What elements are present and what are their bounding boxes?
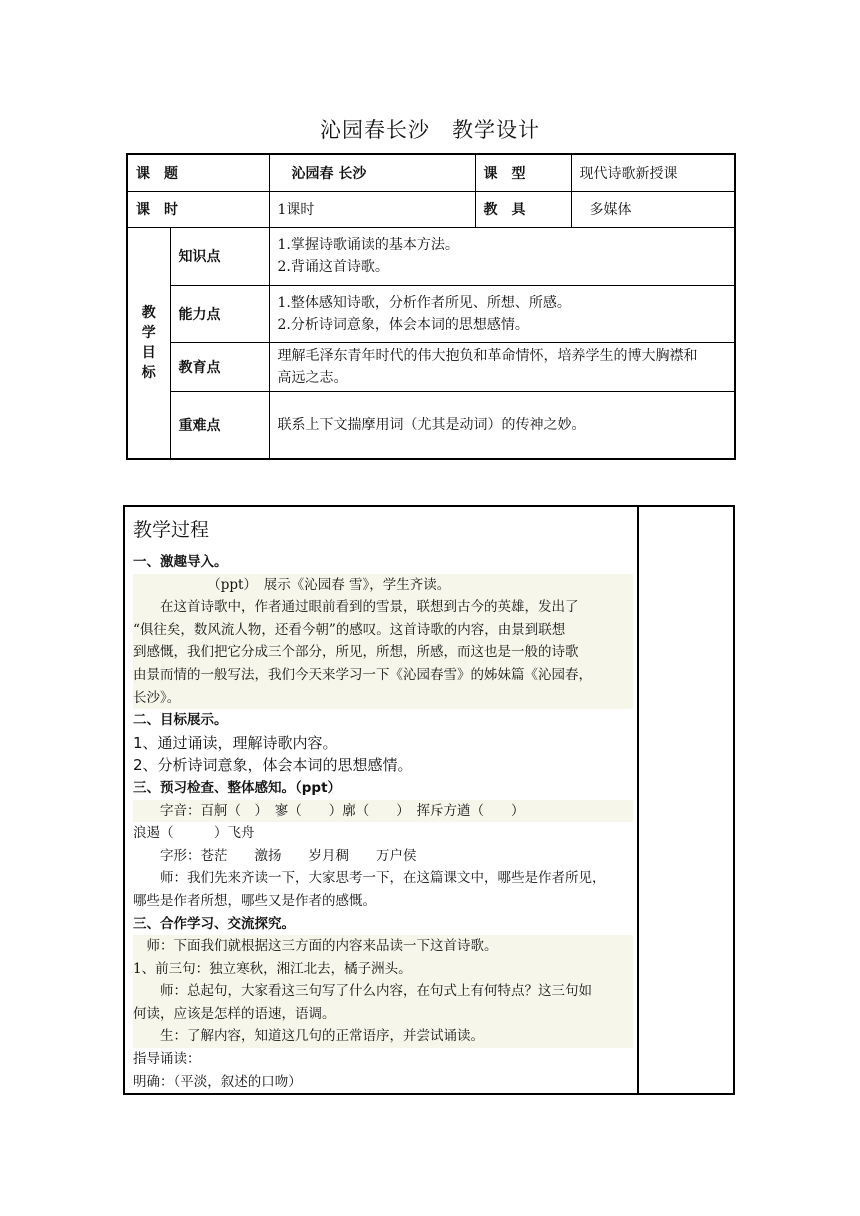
tools-value: 多媒体 [571, 191, 735, 227]
knowledge-label: 知识点 [170, 227, 269, 285]
process-line: 字音：百舸（ ） 寥（ ）廓（ ） 挥斥方遒（ ） [133, 800, 633, 823]
process-line: 三、预习检查、整体感知。（ppt） [133, 779, 342, 796]
process-line: 1、前三句：独立寒秋，湘江北去，橘子洲头。 [133, 958, 633, 981]
period-label: 课 时 [127, 191, 269, 227]
ability-label: 能力点 [170, 285, 269, 342]
process-box [123, 505, 735, 1095]
page-title: 沁园春长沙 教学设计 [320, 118, 540, 142]
topic-label: 课 题 [127, 154, 269, 191]
process-line: 何读，应该是怎样的语速，语调。 [133, 1003, 633, 1026]
process-line: 字形：苍茫 激扬 岁月稠 万户侯 [133, 847, 417, 864]
difficulty-text: 联系上下文揣摩用词（尤其是动词）的传神之妙。 [269, 391, 735, 459]
process-line: 二、目标展示。 [133, 712, 228, 729]
process-line: 一、激趣导入。 [133, 554, 228, 570]
knowledge-text: 1.掌握诗歌诵读的基本方法。 2.背诵这首诗歌。 [269, 227, 735, 285]
process-line: 长沙》。 [133, 687, 633, 710]
process-line: 三、合作学习、交流探究。 [133, 915, 295, 932]
process-divider [637, 507, 639, 1093]
education-text: 理解毛泽东青年时代的伟大抱负和革命情怀，培养学生的博大胸襟和 高远之志。 [269, 342, 735, 391]
process-line: 指导诵读： [133, 1051, 201, 1068]
process-line: 师：下面我们就根据这三方面的内容来品读一下这首诗歌。 [133, 935, 633, 958]
process-line: 2、分析诗词意象，体会本词的思想感情。 [133, 756, 413, 775]
tools-label: 教 具 [475, 191, 571, 227]
process-line: 哪些是作者所想，哪些又是作者的感慨。 [133, 892, 376, 909]
process-line: （ppt） 展示《沁园春 雪》，学生齐读。 [133, 574, 633, 597]
period-value: 1课时 [269, 191, 475, 227]
process-line: 由景而情的一般写法，我们今天来学习一下《沁园春雪》的姊妹篇《沁园春， [133, 664, 633, 687]
process-line: 师：我们先来齐读一下，大家思考一下，在这篇课文中，哪些是作者所见， [133, 870, 606, 887]
process-line: 到感慨，我们把它分成三个部分，所见，所想，所感，而这也是一般的诗歌 [133, 641, 633, 664]
process-line: 师：总起句，大家看这三句写了什么内容，在句式上有何特点？这三句如 [133, 980, 633, 1003]
process-heading: 教学过程 [133, 519, 210, 541]
ability-text: 1.整体感知诗歌，分析作者所见、所想、所感。 2.分析诗词意象，体会本词的思想感情。 [269, 285, 735, 342]
goals-label: 教 学 目 标 [127, 227, 170, 459]
process-line: 生：了解内容，知道这几句的正常语序，并尝试诵读。 [133, 1025, 633, 1048]
topic-value: 沁园春 长沙 [269, 154, 475, 191]
type-value: 现代诗歌新授课 [571, 154, 735, 191]
process-line: 1、通过诵读，理解诗歌内容。 [133, 733, 338, 752]
process-line: 在这首诗歌中，作者通过眼前看到的雪景，联想到古今的英雄，发出了 [133, 596, 633, 619]
education-label: 教育点 [170, 342, 269, 391]
info-table [126, 153, 736, 460]
process-line: 浪遏（ ）飞舟 [133, 825, 255, 842]
process-content [133, 515, 633, 1093]
type-label: 课 型 [475, 154, 571, 191]
process-line: 明确：（平淡，叙述的口吻） [133, 1073, 302, 1090]
difficulty-label: 重难点 [170, 391, 269, 459]
process-line: “俱往矣，数风流人物，还看今朝”的感叹。这首诗歌的内容，由景到联想 [133, 619, 633, 642]
